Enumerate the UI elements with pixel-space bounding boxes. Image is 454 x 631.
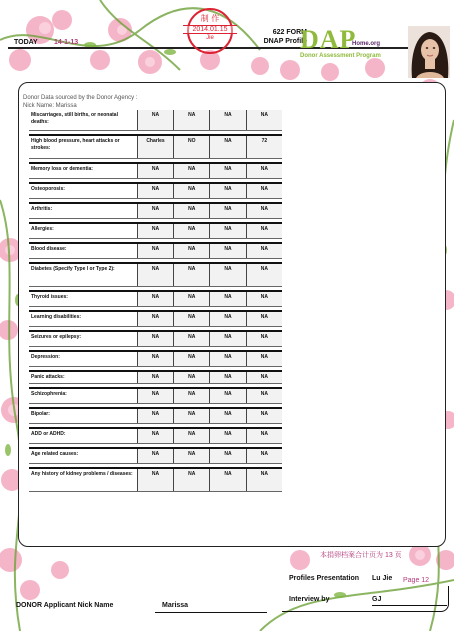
table-cell: NA	[210, 163, 246, 179]
interview-by-value: GJ	[372, 596, 382, 603]
table-cell: NA	[246, 263, 282, 287]
table-cell: NA	[174, 448, 210, 464]
table-row	[29, 110, 282, 131]
table-cell: NA	[137, 110, 173, 131]
table-cell: NA	[174, 351, 210, 367]
table-cell: NA	[246, 448, 282, 464]
table-cell: NA	[246, 183, 282, 199]
table-cell: NA	[137, 428, 173, 444]
condition-label: Depression:	[29, 351, 137, 367]
interview-rule	[372, 605, 447, 606]
condition-label: ADD or ADHD:	[29, 428, 137, 444]
family-health-table	[29, 110, 282, 492]
table-row	[29, 243, 282, 259]
logo-sup: Home.org	[352, 41, 381, 47]
condition-label: Allergies:	[29, 223, 137, 239]
table-cell: NA	[174, 223, 210, 239]
table-cell: NA	[137, 408, 173, 424]
table-cell: NA	[174, 263, 210, 287]
table-cell: NA	[210, 203, 246, 219]
table-cell: NA	[137, 243, 173, 259]
table-row	[29, 448, 282, 464]
page-number: Page 12	[403, 577, 430, 584]
table-cell: NA	[174, 371, 210, 384]
source-note-line1: Donor Data sourced by the Donor Agency :	[23, 95, 138, 101]
table-cell: NA	[174, 243, 210, 259]
table-cell: NA	[137, 468, 173, 492]
table-cell: NA	[246, 110, 282, 131]
table-cell: NA	[174, 203, 210, 219]
donor-nickname-rule	[155, 612, 267, 613]
condition-label: High blood pressure, heart attacks or strokes:	[29, 135, 137, 159]
table-cell: NA	[246, 388, 282, 404]
table-cell: NA	[174, 163, 210, 179]
table-row	[29, 468, 282, 492]
table-row	[29, 331, 282, 347]
page-count-note: 本捐卵档案合计页为 13 页	[320, 552, 402, 559]
stamp-date: 2014.01.15	[183, 25, 237, 34]
table-row	[29, 263, 282, 287]
table-cell: NA	[174, 428, 210, 444]
table-cell: NA	[137, 203, 173, 219]
table-cell: NA	[137, 388, 173, 404]
table-cell: NA	[210, 428, 246, 444]
today-label: TODAY	[14, 39, 38, 46]
condition-label: Age related causes:	[29, 448, 137, 464]
profiles-presentation-label: Profiles Presentation	[289, 575, 360, 582]
condition-label: Arthritis:	[29, 203, 137, 219]
table-cell: NA	[246, 351, 282, 367]
table-cell: NA	[174, 388, 210, 404]
table-cell: NA	[137, 291, 173, 307]
source-note	[23, 94, 137, 110]
condition-label: Seizures or epilepsy:	[29, 331, 137, 347]
condition-label: Schizophrenia:	[29, 388, 137, 404]
stamp-top-text: 制 作	[200, 14, 220, 23]
table-cell: NA	[210, 351, 246, 367]
table-cell: NA	[210, 110, 246, 131]
table-row	[29, 371, 282, 384]
table-row	[29, 388, 282, 404]
table-cell: NA	[210, 263, 246, 287]
profiles-presentation-value: Lu Jie	[372, 575, 393, 582]
table-row	[29, 223, 282, 239]
table-cell: NA	[137, 311, 173, 327]
table-cell: NA	[174, 468, 210, 492]
table-cell: NA	[137, 263, 173, 287]
production-stamp	[187, 8, 233, 54]
table-cell: NA	[210, 243, 246, 259]
logo-main: DAP	[300, 25, 357, 54]
table-cell: NA	[174, 291, 210, 307]
table-cell: NA	[210, 311, 246, 327]
table-cell: NA	[137, 163, 173, 179]
table-cell: NA	[246, 371, 282, 384]
table-row	[29, 408, 282, 424]
logo-subtitle: Donor Assessment Program	[300, 53, 381, 59]
table-cell: NA	[246, 311, 282, 327]
table-cell: NA	[137, 331, 173, 347]
table-cell: NA	[137, 223, 173, 239]
table-cell: NA	[246, 428, 282, 444]
table-cell: NA	[210, 408, 246, 424]
table-row	[29, 291, 282, 307]
condition-label: Bipolar:	[29, 408, 137, 424]
condition-label: Diabetes (Specify Type I or Type 2):	[29, 263, 137, 287]
table-cell: NA	[137, 183, 173, 199]
today-date: 14-1-13	[54, 39, 79, 46]
table-cell: NA	[246, 203, 282, 219]
condition-label: Osteoporosis:	[29, 183, 137, 199]
table-cell: NA	[210, 371, 246, 384]
table-cell: NA	[246, 408, 282, 424]
table-row	[29, 135, 282, 159]
table-cell: NA	[137, 448, 173, 464]
table-row	[29, 183, 282, 199]
table-cell: NA	[246, 291, 282, 307]
form-title-line1: 622 FORM	[272, 29, 307, 36]
table-cell: NA	[210, 448, 246, 464]
table-cell: NA	[210, 135, 246, 159]
table-row	[29, 203, 282, 219]
condition-label: Panic attacks:	[29, 371, 137, 384]
table-row	[29, 428, 282, 444]
condition-label: Blood disease:	[29, 243, 137, 259]
source-note-nickname: Nick Name: Marissa	[23, 103, 77, 109]
table-cell: NA	[210, 468, 246, 492]
table-cell: NA	[174, 331, 210, 347]
condition-label: Learning disabilities:	[29, 311, 137, 327]
table-row	[29, 311, 282, 327]
condition-label: Any history of kidney problems / diseases:	[29, 468, 137, 492]
table-cell: NA	[246, 331, 282, 347]
donor-nickname-value: Marissa	[162, 602, 189, 609]
table-cell: NA	[174, 183, 210, 199]
donor-photo	[408, 26, 450, 78]
table-cell: 72	[246, 135, 282, 159]
stamp-bottom-text: Jie	[206, 35, 214, 41]
table-cell: NA	[174, 110, 210, 131]
condition-label: Memory loss or dementia:	[29, 163, 137, 179]
condition-label: Miscarriages, still births, or neonatal deaths:	[29, 110, 137, 131]
donor-nickname-label: DONOR Applicant Nick Name	[16, 602, 114, 609]
table-row	[29, 163, 282, 179]
table-cell: NA	[174, 311, 210, 327]
table-row	[29, 351, 282, 367]
table-cell: NA	[174, 408, 210, 424]
interview-by-label: Interview by	[289, 596, 330, 603]
table-cell: NA	[210, 291, 246, 307]
table-cell: NO	[174, 135, 210, 159]
form-title-line2: DNAP Profile	[263, 38, 307, 45]
table-cell: NA	[210, 331, 246, 347]
table-cell: NA	[137, 371, 173, 384]
table-cell: NA	[246, 223, 282, 239]
table-cell: NA	[246, 243, 282, 259]
table-cell: NA	[210, 183, 246, 199]
table-cell: Charles	[137, 135, 173, 159]
table-cell: NA	[246, 163, 282, 179]
table-cell: NA	[137, 351, 173, 367]
table-cell: NA	[210, 388, 246, 404]
dap-logo	[300, 25, 408, 62]
table-cell: NA	[246, 468, 282, 492]
table-cell: NA	[210, 223, 246, 239]
condition-label: Thyroid issues:	[29, 291, 137, 307]
